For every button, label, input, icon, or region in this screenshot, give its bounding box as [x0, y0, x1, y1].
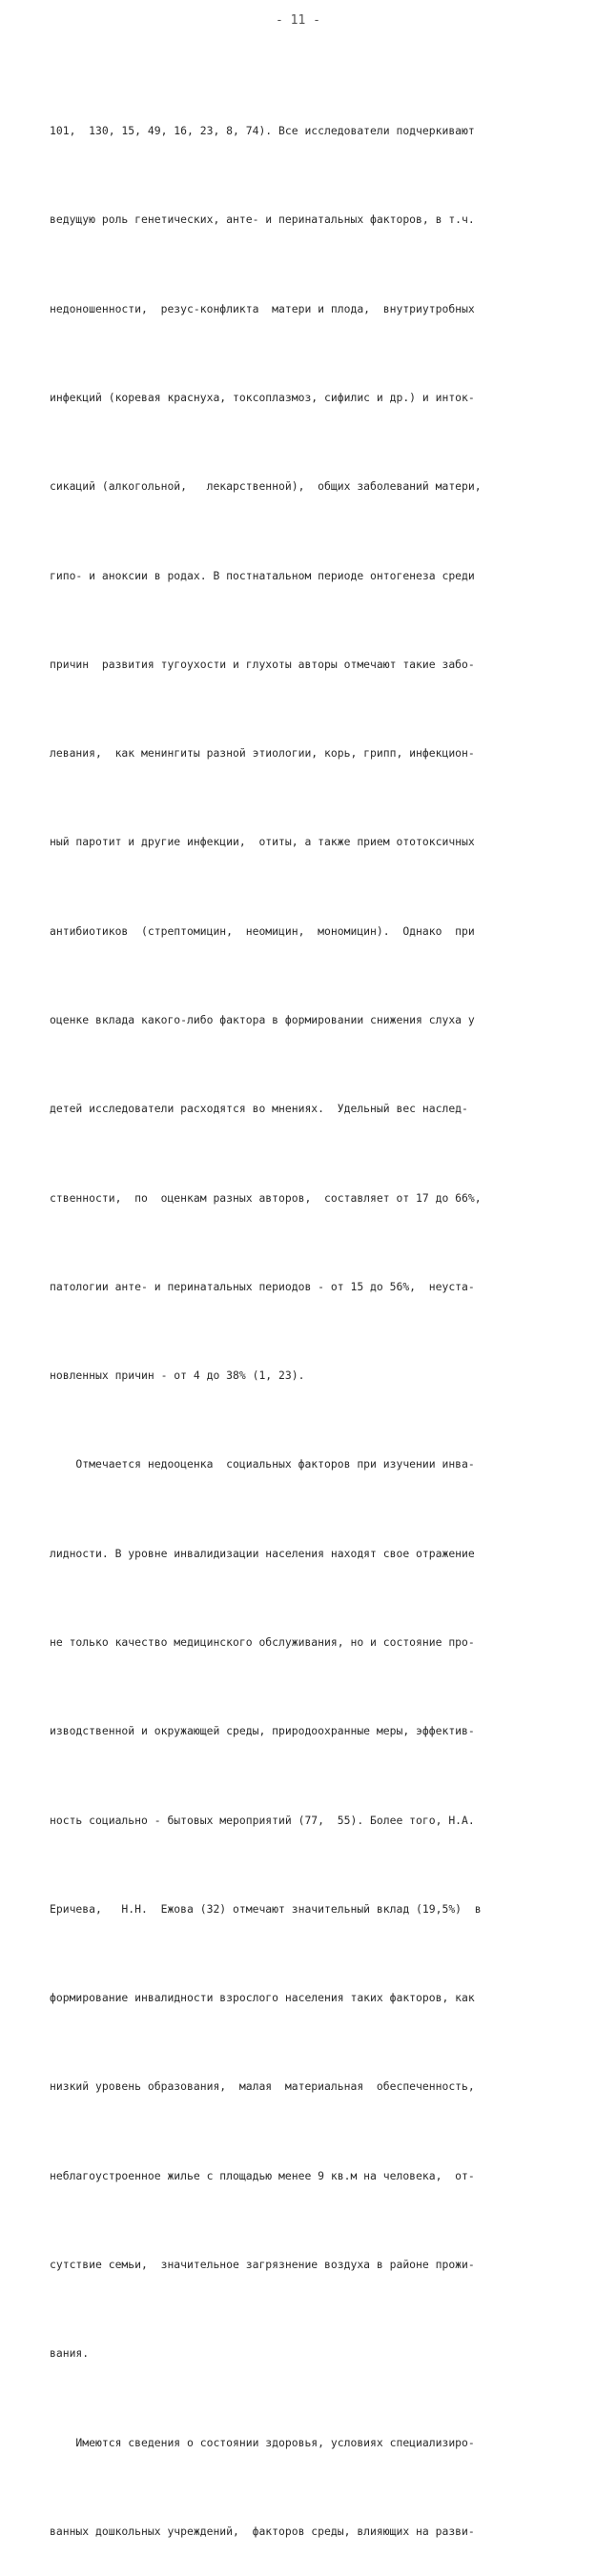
- page-number: - 11 -: [276, 13, 320, 28]
- text-line: левания, как менингиты разной этиологии, корь, грипп, инфекцион-: [50, 746, 475, 761]
- text-line: инфекций (коревая краснуха, токсоплазмоз, сифилис и др.) и инток-: [50, 391, 475, 405]
- text-line: формирование инвалидности взрослого населения таких факторов, как: [50, 1991, 475, 2005]
- text-line: 101, 130, 15, 49, 16, 23, 8, 74). Все исследователи подчеркивают: [50, 124, 475, 138]
- text-line: вания.: [50, 2346, 90, 2361]
- text-line: низкий уровень образования, малая материальная обеспеченность,: [50, 2079, 475, 2094]
- text-line: Еричева, Н.Н. Ежова (32) отмечают значительный вклад (19,5%) в: [50, 1901, 482, 1916]
- text-line: недоношенности, резус-конфликта матери и плода, внутриутробных: [50, 301, 475, 315]
- text-line: лидности. В уровне инвалидизации населения находят свое отражение: [50, 1546, 475, 1560]
- text-line: ведущую роль генетических, анте- и перинатальных факторов, в т.ч.: [50, 213, 475, 227]
- text-line: ность социально - бытовых мероприятий (77, 55). Более того, Н.А.: [50, 1813, 475, 1827]
- text-line: антибиотиков (стрептомицин, неомицин, мономицин). Однако при: [50, 923, 475, 938]
- text-line: Отмечается недооценка социальных факторов при изучении инва-: [50, 1457, 475, 1471]
- text-line: ственности, по оценкам разных авторов, составляет от 17 до 66%,: [50, 1190, 482, 1205]
- text-line: не только качество медицинского обслуживания, но и состояние про-: [50, 1634, 475, 1649]
- text-line: детей исследователи расходятся во мнениях. Удельный вес наслед-: [50, 1102, 468, 1116]
- text-line: неблагоустроенное жилье с площадью менее 9 кв.м на человека, от-: [50, 2168, 475, 2182]
- text-line: изводственной и окружающей среды, природоохранные меры, эффектив-: [50, 1724, 475, 1738]
- text-line: сутствие семьи, значительное загрязнение воздуха в районе прожи-: [50, 2257, 475, 2271]
- text-line: ный паротит и другие инфекции, отиты, а также прием ототоксичных: [50, 835, 475, 849]
- text-line: патологии анте- и перинатальных периодов - от 15 до 56%, неуста-: [50, 1279, 475, 1293]
- body-text: [50, 57, 572, 2576]
- text-line: ванных дошкольных учреждений, факторов среды, влияющих на разви-: [50, 2524, 475, 2538]
- text-line: сикаций (алкогольной, лекарственной), общих заболеваний матери,: [50, 479, 482, 494]
- text-line: гипо- и аноксии в родах. В постнатальном периоде онтогенеза среди: [50, 568, 475, 582]
- text-line: оценке вклада какого-либо фактора в формировании снижения слуха у: [50, 1013, 475, 1026]
- text-line: причин развития тугоухости и глухоты авторы отмечают такие забо-: [50, 657, 475, 671]
- text-line: новленных причин - от 4 до 38% (1, 23).: [50, 1369, 305, 1383]
- text-line: Имеются сведения о состоянии здоровья, условиях специализиро-: [50, 2435, 475, 2449]
